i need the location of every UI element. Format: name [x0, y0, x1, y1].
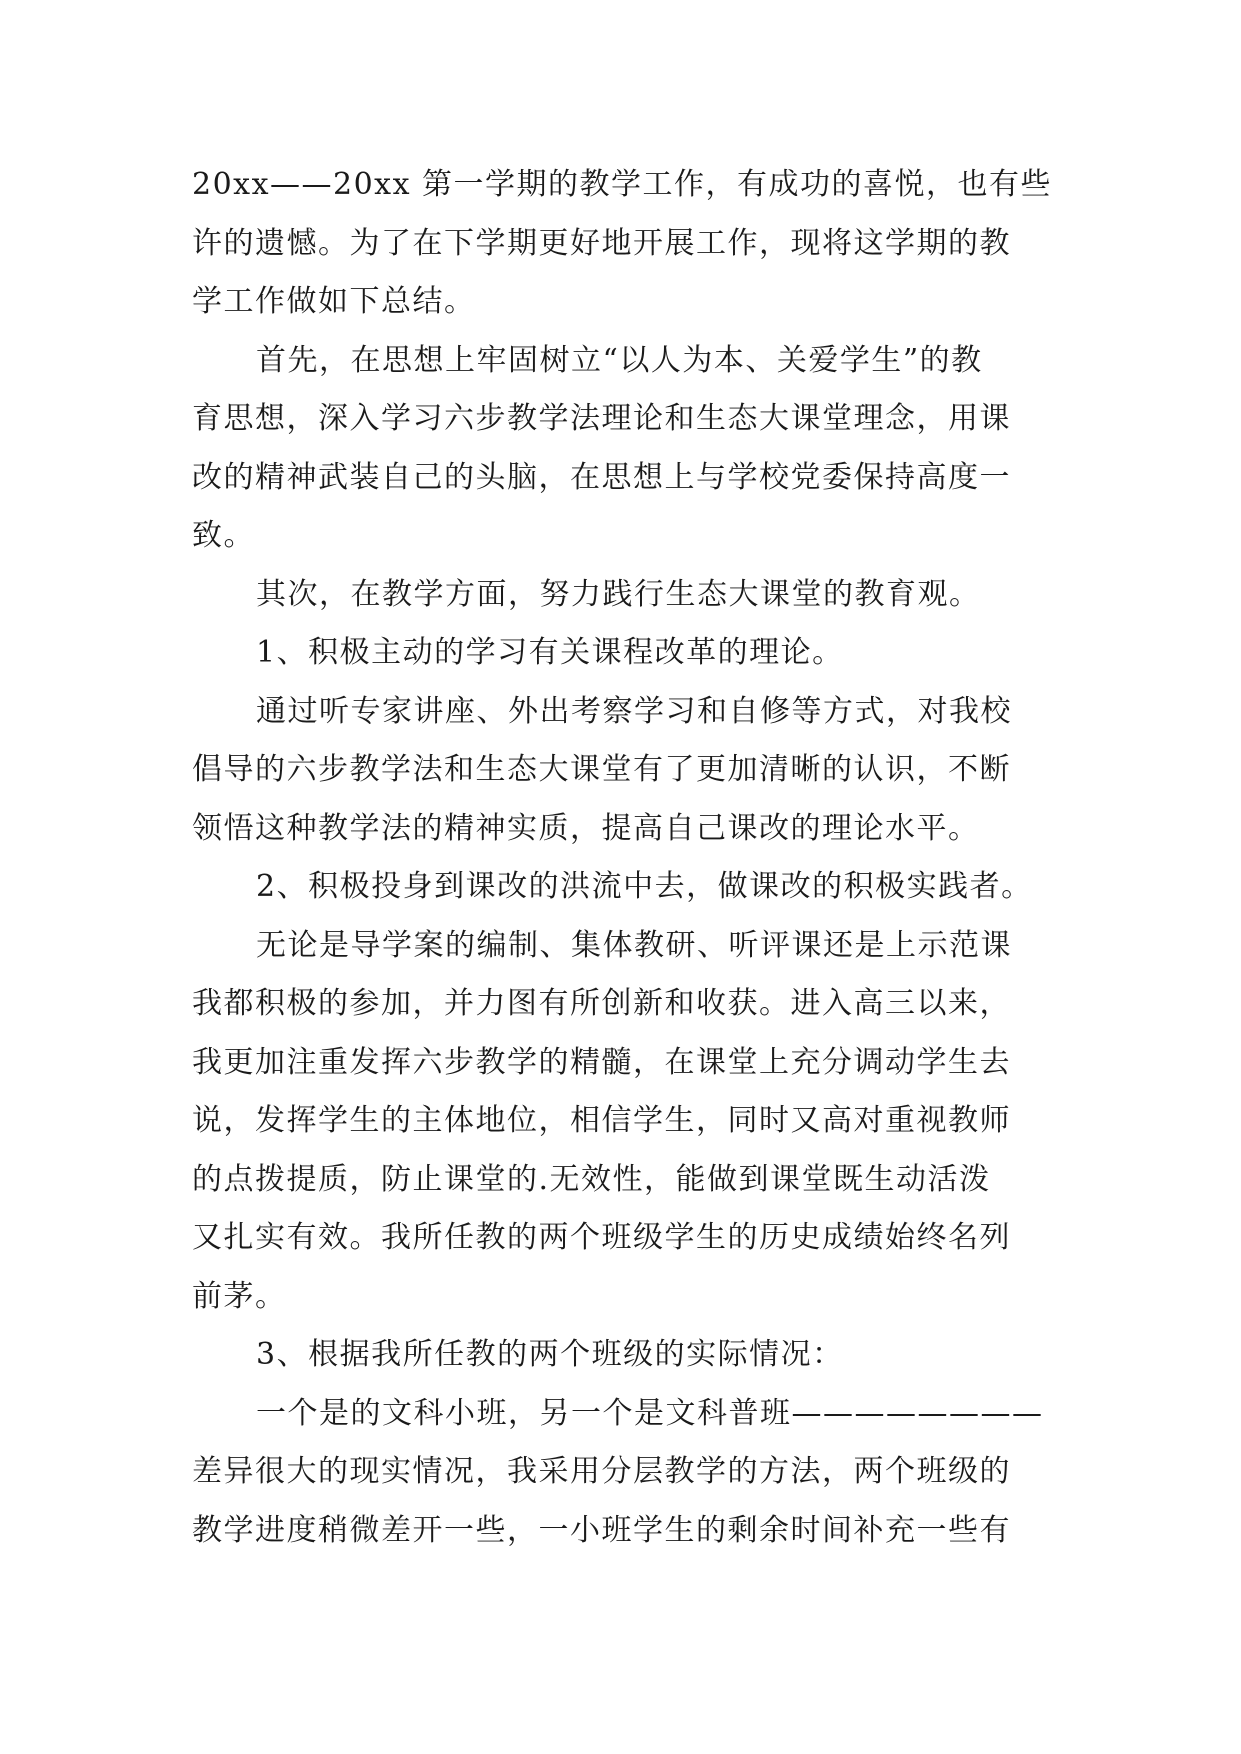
text-line: 首先，在思想上牢固树立“以人为本、关爱学生”的教 [256, 342, 983, 378]
text-line: 差异很大的现实情况，我采用分层教学的方法，两个班级的 [192, 1454, 1011, 1489]
text-line: 3、根据我所任教的两个班级的实际情况： [256, 1337, 844, 1372]
text-line: 我都积极的参加，并力图有所创新和收获。进入高三以来， [192, 986, 1011, 1021]
text-line: 学工作做如下总结。 [192, 284, 476, 319]
text-line: 2、积极投身到课改的洪流中去，做课改的积极实践者。 [256, 869, 1033, 904]
text-line: 改的精神武装自己的头脑，在思想上与学校党委保持高度一 [192, 459, 1011, 495]
text-line: 前茅。 [192, 1278, 287, 1314]
text-line: 领悟这种教学法的精神实质，提高自己课改的理论水平。 [192, 810, 980, 846]
text-line: 教学进度稍微差开一些，一小班学生的剩余时间补充一些有 [192, 1512, 1011, 1548]
text-line: 其次，在教学方面，努力践行生态大课堂的教育观。 [256, 576, 981, 612]
text-line: 说，发挥学生的主体地位，相信学生，同时又高对重视教师 [192, 1103, 1011, 1138]
text-line: 20xx——20xx 第一学期的教学工作，有成功的喜悦，也有些 [192, 167, 1053, 202]
text-line: 我更加注重发挥六步教学的精髓，在课堂上充分调动学生去 [192, 1044, 1011, 1080]
text-line: 致。 [192, 518, 255, 553]
text-line: 倡导的六步教学法和生态大课堂有了更加清晰的认识，不断 [192, 752, 1011, 787]
text-line: 的点拨提质，防止课堂的.无效性，能做到课堂既生动活泼 [192, 1161, 991, 1197]
text-line: 1、积极主动的学习有关课程改革的理论。 [256, 635, 844, 670]
document-body [192, 156, 1052, 1560]
text-line: 一个是的文科小班，另一个是文科普班———————— [256, 1395, 1044, 1431]
text-line: 育思想，深入学习六步教学法理论和生态大课堂理念，用课 [192, 401, 1011, 436]
text-line: 无论是导学案的编制、集体教研、听评课还是上示范课 [256, 927, 1012, 963]
text-line: 又扎实有效。我所任教的两个班级学生的历史成绩始终名列 [192, 1220, 1011, 1255]
text-line: 许的遗憾。为了在下学期更好地开展工作，现将这学期的教 [192, 225, 1011, 261]
text-line: 通过听专家讲座、外出考察学习和自修等方式，对我校 [256, 693, 1012, 729]
